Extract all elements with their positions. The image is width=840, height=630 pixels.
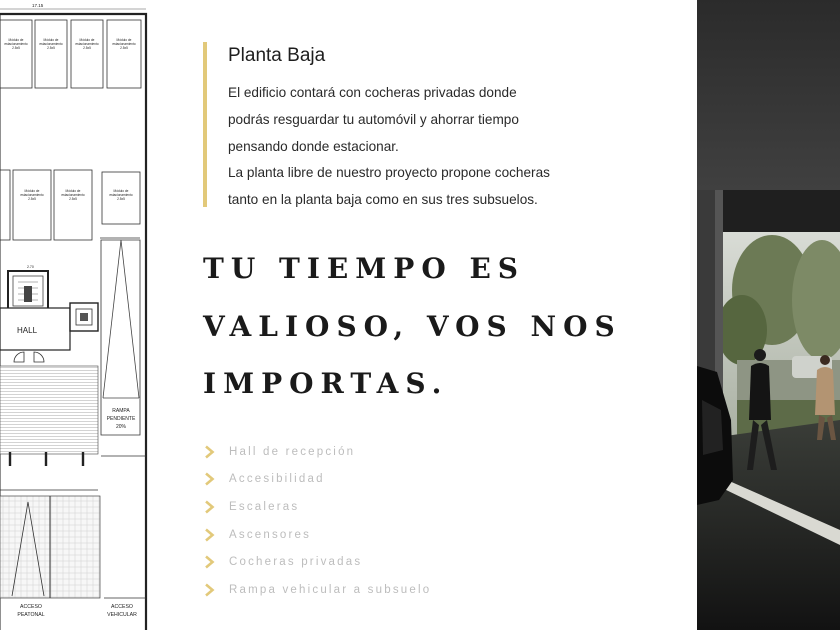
stall-size: 2.5x5 (47, 46, 55, 50)
entrance-door (14, 352, 44, 362)
feature-label: Hall de recepción (229, 445, 356, 458)
stall-label: Módulo de (116, 38, 132, 42)
ramp-label: PENDIENTE (106, 416, 136, 422)
intro-line: podrás resguardar tu automóvil y ahorrar tiempo (228, 111, 519, 127)
feature-label: Rampa vehicular a subsuelo (229, 583, 432, 596)
ramp-label: RAMPA (112, 408, 130, 414)
feature-label: Cocheras privadas (229, 556, 363, 569)
intro-body (228, 80, 623, 214)
vehicular-access-label: VEHICULAR (107, 612, 137, 618)
parking-stall (54, 170, 92, 240)
stall-label: Módulo de (79, 38, 95, 42)
chevron-right-icon (203, 528, 217, 542)
parking-stall (35, 20, 67, 88)
headline-line: VALIOSO, VOS NOS (203, 309, 622, 343)
stall-size: 2.5x5 (28, 197, 36, 201)
top-parking-stalls (0, 20, 141, 88)
stall-size: 2.5x5 (12, 46, 20, 50)
pedestrian-access-label: PEATONAL (17, 612, 45, 618)
intro-line: pensando donde estacionar. (228, 138, 399, 154)
circulation-area (0, 366, 98, 454)
stall-label: estacionamiento (61, 193, 85, 197)
ramp-label: 20% (115, 424, 127, 430)
floor-plan (0, 0, 150, 630)
stair-core (8, 265, 48, 311)
feature-label: Escaleras (229, 500, 300, 513)
feature-item (203, 466, 431, 494)
intro-section (203, 42, 623, 207)
stall-size: 2.5x5 (69, 197, 77, 201)
chevron-right-icon (203, 500, 217, 514)
parking-stall (0, 20, 32, 88)
stall-label: estacionamiento (4, 42, 28, 46)
stairs-dimension: 2.70 (27, 265, 34, 269)
stall-label: estacionamiento (109, 193, 133, 197)
garage-photo (697, 0, 840, 630)
feature-label: Accesibilidad (229, 473, 325, 486)
feature-item (203, 438, 431, 466)
chevron-right-icon (203, 583, 217, 597)
chevron-right-icon (203, 445, 217, 459)
parking-stall (107, 20, 141, 88)
intro-line: El edificio contará con cocheras privadas donde (228, 85, 517, 100)
intro-line: La planta libre de nuestro proyecto propone cocheras (228, 165, 550, 181)
stall-label: Módulo de (43, 38, 59, 42)
dimension-label: 17.15 (32, 3, 44, 8)
section-title: Planta Baja (228, 45, 326, 66)
headline-line: TU TIEMPO ES (203, 252, 526, 285)
middle-parking-stalls (0, 170, 140, 240)
stall-size: 2.5x5 (117, 197, 125, 201)
stall-label: Módulo de (65, 189, 81, 193)
hall-label: HALL (17, 326, 38, 335)
vehicular-access-label: ACCESO (111, 604, 133, 610)
ramp (101, 240, 140, 435)
headline (203, 240, 633, 413)
headline-line: IMPORTAS. (203, 367, 449, 400)
feature-label: Ascensores (229, 528, 312, 541)
feature-list (203, 438, 431, 604)
feature-item (203, 548, 431, 576)
feature-item (203, 493, 431, 521)
stall-size: 2.5x5 (83, 46, 91, 50)
stall-label: estacionamiento (20, 193, 44, 197)
stall-label: Módulo de (113, 189, 129, 193)
accent-bar (203, 42, 207, 207)
stall-label: estacionamiento (39, 42, 63, 46)
stall-label: Módulo de (24, 189, 40, 193)
stall-size: 2.5x5 (120, 46, 128, 50)
chevron-right-icon (203, 555, 217, 569)
stall-label: Módulo de (8, 38, 24, 42)
feature-item (203, 521, 431, 549)
parking-stall (71, 20, 103, 88)
parking-stall (13, 170, 51, 240)
parking-stall (0, 170, 10, 240)
stall-label: estacionamiento (75, 42, 99, 46)
chevron-right-icon (203, 472, 217, 486)
feature-item (203, 576, 431, 604)
stall-label: estacionamiento (112, 42, 136, 46)
pedestrian-access-label: ACCESO (20, 604, 42, 610)
intro-line: tanto en la planta baja como en sus tres subsuelos. (228, 192, 538, 208)
